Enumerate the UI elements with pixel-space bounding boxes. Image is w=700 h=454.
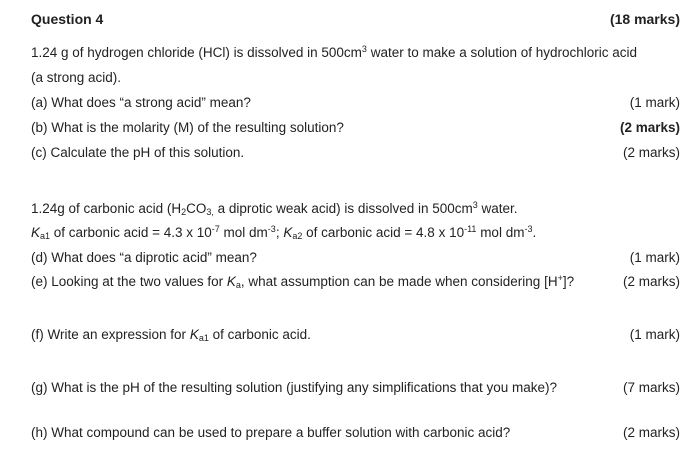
item-e-marks: (2 marks)	[623, 274, 680, 289]
item-b-marks: (2 marks)	[619, 120, 680, 135]
item-c-marks: (2 marks)	[623, 145, 680, 160]
item-c-text: (c) Calculate the pH of this solution.	[31, 145, 245, 160]
question-item-g	[31, 380, 680, 395]
question-total-marks: (18 marks)	[609, 11, 680, 27]
item-h-marks: (2 marks)	[623, 425, 680, 440]
part1-intro-text: 1.24 g of hydrogen chloride (HCl) is dissolved in $500cm^3$ water to make a solution of hydrochloric acid	[31, 44, 638, 60]
question-item-b	[31, 120, 680, 135]
item-b-text: (b) What is the molarity (M) of the resulting solution?	[31, 120, 344, 135]
item-f-text: (f) Write an expression for $K_{a1}$ of carbonic acid.	[31, 327, 311, 343]
item-d-text: (d) What does “a diprotic acid” mean?	[31, 250, 257, 265]
ka-values-line	[31, 225, 680, 240]
item-f-marks: (1 mark)	[629, 327, 680, 342]
question-item-e	[31, 274, 680, 289]
item-h-text: (h) What compound can be used to prepare a buffer solution with carbonic acid?	[31, 425, 511, 440]
part1-intro-line2: (a strong acid).	[31, 70, 122, 85]
question-item-c	[31, 145, 680, 160]
question-header	[31, 11, 680, 27]
item-a-marks: (1 mark)	[629, 95, 680, 110]
item-d-marks: (1 mark)	[629, 250, 680, 265]
question-item-h	[31, 425, 680, 440]
part2-intro-text: 1.24g of carbonic acid ($H_2CO_{3,}$ a diprotic weak acid) is dissolved in $500cm^3$ water.	[31, 200, 518, 217]
item-g-marks: (7 marks)	[623, 380, 680, 395]
part2-intro-line	[31, 201, 680, 216]
ka-values-text: $K_{a1}$ of carbonic acid = 4.3 x $10^{-7}$ mol $dm^{-3}$; $K_{a2}$ of carbonic acid = 4.8 x $10^{-11}$ mol $dm^{-3}$.	[31, 224, 537, 241]
question-item-a	[31, 95, 680, 110]
question-item-f	[31, 327, 680, 342]
item-g-text: (g) What is the pH of the resulting solution (justifying any simplifications that you make)?	[31, 380, 557, 395]
item-e-text: (e) Looking at the two values for $K_a$, what assumption can be made when considering [H+]?	[31, 273, 575, 290]
item-a-text: (a) What does “a strong acid” mean?	[31, 95, 251, 110]
question-item-d	[31, 250, 680, 265]
part1-intro-line1	[31, 45, 680, 60]
question-title: Question 4	[31, 11, 104, 27]
